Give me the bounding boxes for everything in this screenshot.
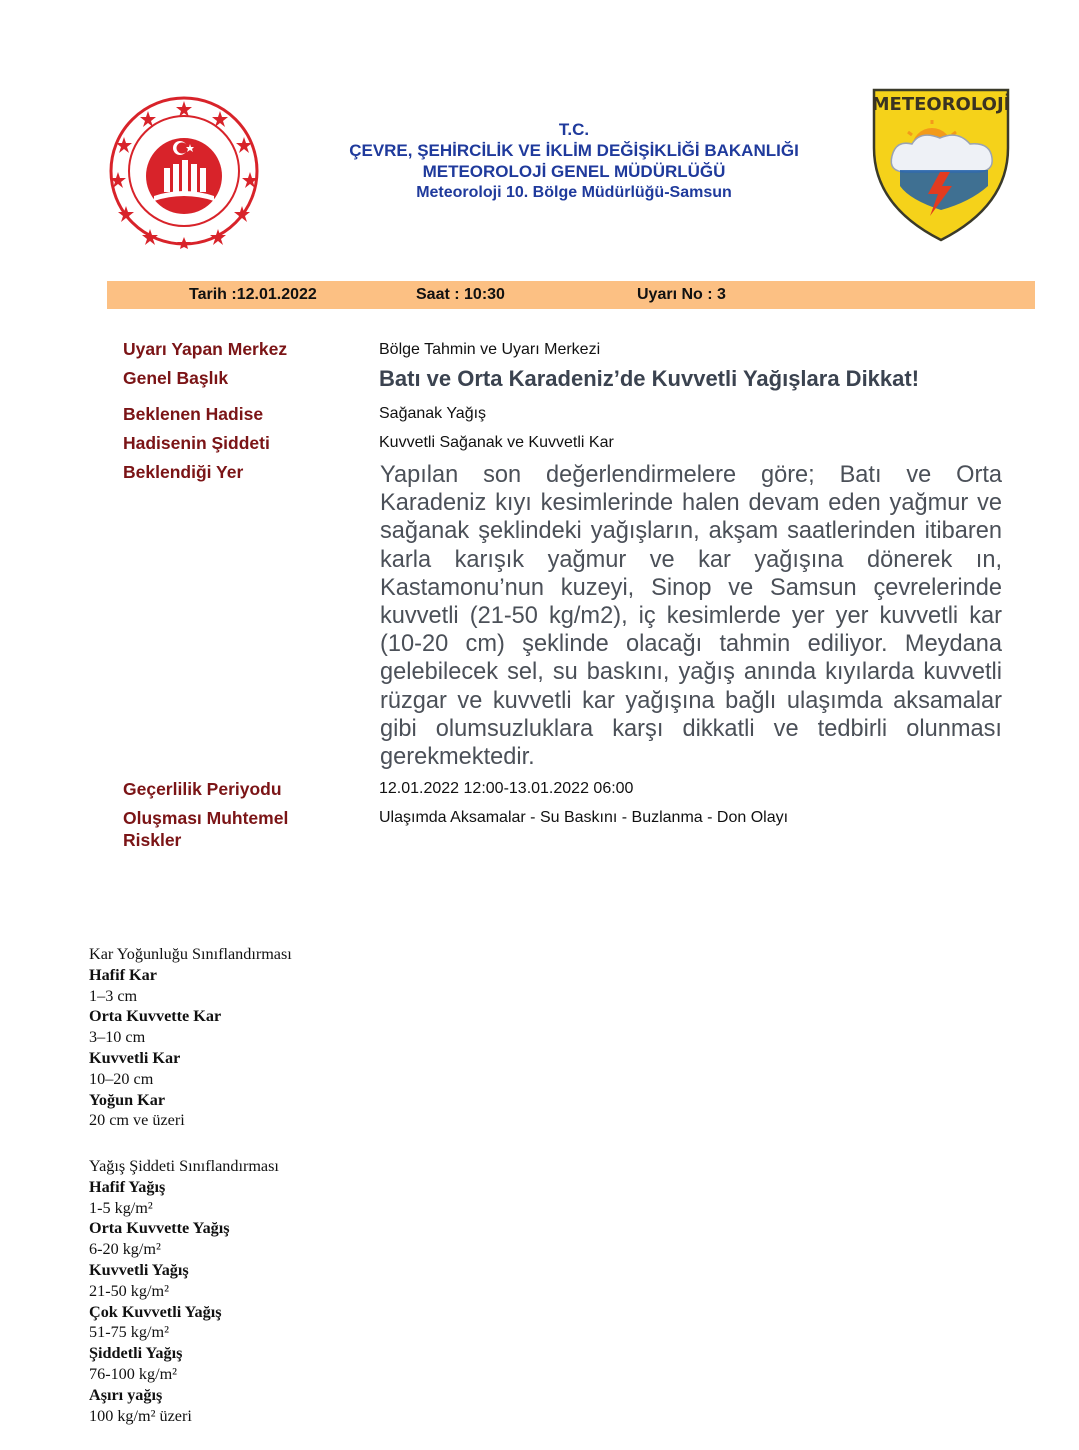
- rain-class-range: 1-5 kg/m²: [89, 1198, 153, 1217]
- header-regional-office: Meteoroloji 10. Bölge Müdürlüğü-Samsun: [416, 184, 732, 201]
- risks-value: Ulaşımda Aksamalar - Su Baskını - Buzlanma - Don Olayı: [379, 809, 789, 826]
- risks-label: [123, 807, 288, 851]
- document-header: [300, 120, 848, 203]
- event-label: Beklenen Hadise: [123, 404, 264, 424]
- warning-number: Uyarı No : 3: [637, 286, 726, 303]
- rain-class-name: Orta Kuvvette Yağış: [89, 1219, 230, 1238]
- header-directorate: METEOROLOJİ GENEL MÜDÜRLÜĞÜ: [422, 162, 726, 181]
- snow-class-name: Hafif Kar: [89, 965, 157, 984]
- center-label: Uyarı Yapan Merkez: [123, 339, 288, 359]
- event-value: Sağanak Yağış: [379, 405, 487, 422]
- rain-class-name: Şiddetli Yağış: [89, 1344, 183, 1363]
- place-description: Yapılan son değerlendirmelere göre; Batı ve Orta Karadeniz kıyı kesimlerinde halen devam eden yağmur ve sağanak şeklindeki yağışların, akşam saatlerinden itibaren karla karışık yağmur ve kar yağışına dönerek ın, Kastamonu’nun kuzeyi, Sinop ve Samsun çevrelerinde kuvvetli (21-50 kg/m2), iç kesimlerde yer yer kuvvetli kar (10-20 cm) şeklinde olacağı tahmin ediliyor. Meydana gelebilecek sel, su baskını, yağış anında kıyılarda kuvvetli rüzgar ve kuvvetli kar yağışına bağlı ulaşımda aksamalar gibi olumsuzluklara karşı dikkatli ve tedbirli olunması gerekmektedir.: [380, 462, 1002, 771]
- snow-classification: [89, 944, 292, 1131]
- warning-date: Tarih :12.01.2022: [189, 286, 317, 303]
- rain-class-name: Aşırı yağış: [89, 1385, 163, 1404]
- rain-classification-title: Yağış Şiddeti Sınıflandırması: [89, 1157, 279, 1175]
- period-label: Geçerlilik Periyodu: [123, 779, 282, 799]
- snow-class-range: 10–20 cm: [89, 1069, 154, 1088]
- rain-class-range: 21-50 kg/m²: [89, 1281, 169, 1300]
- center-value: Bölge Tahmin ve Uyarı Merkezi: [379, 341, 601, 358]
- info-bar: [107, 281, 1035, 309]
- snow-class-range: 3–10 cm: [89, 1028, 146, 1047]
- rain-class-range: 51-75 kg/m²: [89, 1323, 169, 1342]
- rain-class-range: 6-20 kg/m²: [89, 1240, 161, 1259]
- warning-headline: Batı ve Orta Karadeniz’de Kuvvetli Yağışlara Dikkat!: [379, 366, 920, 391]
- severity-value: Kuvvetli Sağanak ve Kuvvetli Kar: [379, 434, 614, 451]
- snow-class-name: Kuvvetli Kar: [89, 1048, 181, 1067]
- snow-classification-title: Kar Yoğunluğu Sınıflandırması: [89, 945, 292, 963]
- period-value: 12.01.2022 12:00-13.01.2022 06:00: [379, 780, 634, 797]
- rain-class-name: Çok Kuvvetli Yağış: [89, 1302, 222, 1321]
- title-label: Genel Başlık: [123, 368, 229, 388]
- snow-class-range: 1–3 cm: [89, 986, 138, 1005]
- rain-class-name: Kuvvetli Yağış: [89, 1260, 189, 1279]
- warning-time: Saat : 10:30: [416, 286, 505, 303]
- rain-class-name: Hafif Yağış: [89, 1177, 166, 1196]
- ministry-seal-logo: [108, 92, 260, 250]
- risks-label-line1: Oluşması Muhtemel: [123, 808, 289, 828]
- rain-class-range: 76-100 kg/m²: [89, 1364, 178, 1383]
- meteoroloji-shield-logo: [870, 86, 1012, 244]
- place-label: Beklendiği Yer: [123, 462, 244, 482]
- severity-label: Hadisenin Şiddeti: [123, 433, 270, 453]
- header-tc: T.C.: [558, 120, 590, 139]
- snow-class-name: Orta Kuvvette Kar: [89, 1007, 222, 1026]
- rain-class-range: 100 kg/m² üzeri: [89, 1406, 192, 1425]
- snow-class-range: 20 cm ve üzeri: [89, 1111, 185, 1130]
- snow-class-name: Yoğun Kar: [89, 1090, 166, 1109]
- risks-label-line2: Riskler: [123, 830, 182, 850]
- meteoroloji-logo-text: METEOROLOJİ: [871, 94, 1011, 115]
- rain-classification: [89, 1156, 279, 1426]
- header-ministry: ÇEVRE, ŞEHİRCİLİK VE İKLİM DEĞİŞİKLİĞİ BAKANLIĞI: [349, 141, 799, 160]
